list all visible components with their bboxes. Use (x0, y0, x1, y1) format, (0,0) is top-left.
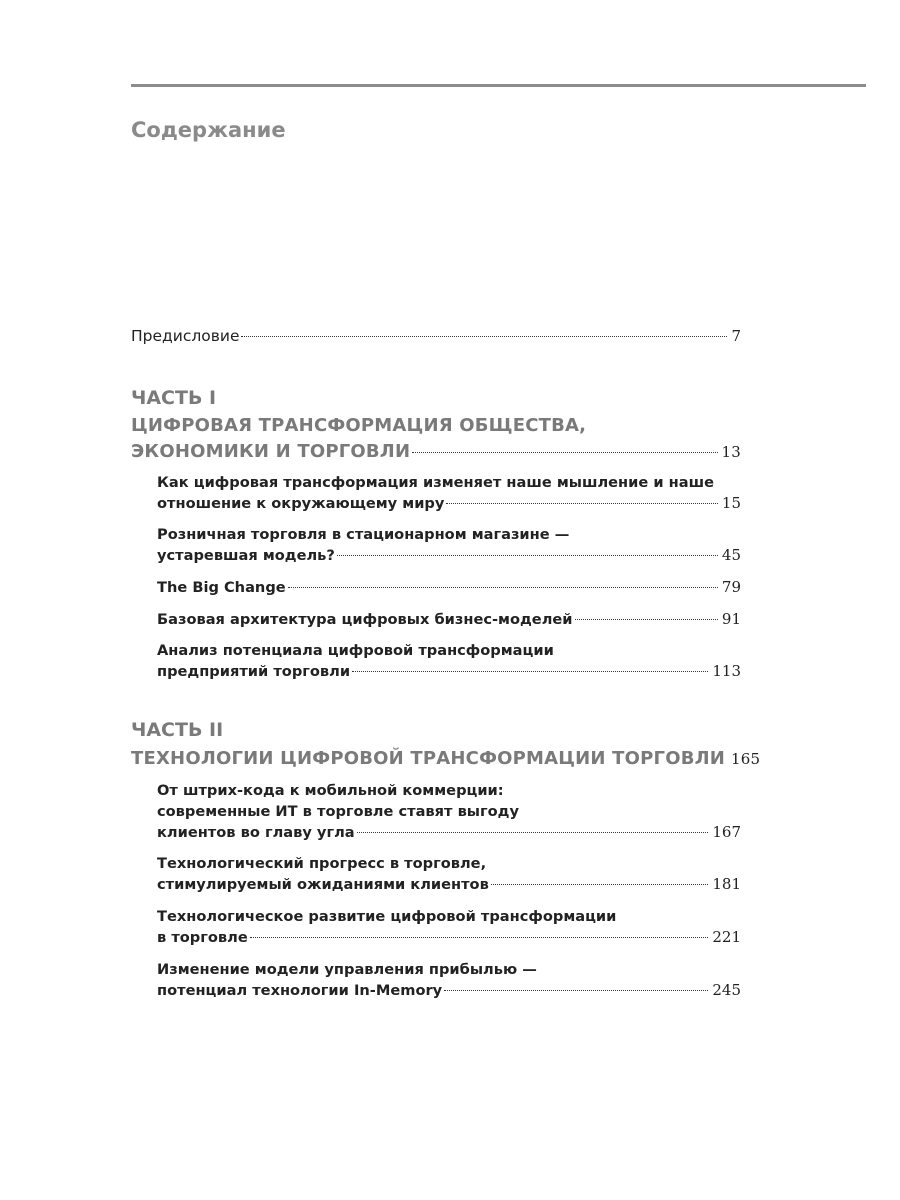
toc-line (157, 545, 741, 566)
toc-line (131, 746, 761, 772)
toc-line (157, 577, 741, 598)
toc-entry-chapter[interactable] (157, 524, 741, 566)
part-title-line: ЭКОНОМИКИ И ТОРГОВЛИ (131, 441, 411, 462)
page-number: 113 (712, 662, 741, 680)
page-number: 45 (721, 546, 741, 564)
toc-line (157, 927, 741, 948)
page-number: 79 (721, 578, 741, 596)
dot-leader (444, 990, 708, 991)
part-title-line: ЦИФРОВАЯ ТРАНСФОРМАЦИЯ ОБЩЕСТВА, (131, 415, 587, 436)
dot-leader (446, 503, 718, 504)
chapter-title-line: клиентов во главу угла (157, 824, 355, 841)
page-title: Содержание (131, 118, 286, 142)
toc-entry-chapter[interactable] (157, 640, 741, 682)
chapter-title-line: Как цифровая трансформация изменяет наше мышление и наше (157, 474, 714, 491)
chapter-title-line: предприятий торговли (157, 663, 351, 680)
toc-entry-part-2[interactable] (131, 746, 761, 772)
chapter-title-line: Технологический прогресс в торговле, (157, 855, 487, 872)
chapter-title-line: Изменение модели управления прибылью — (157, 961, 537, 978)
page-number: 181 (712, 875, 741, 893)
page-number: 221 (712, 928, 741, 946)
chapter-title-line: Розничная торговля в стационарном магазине — (157, 526, 570, 543)
toc-entry-chapter[interactable] (157, 853, 741, 895)
toc-line (157, 822, 741, 843)
dot-leader (412, 452, 717, 453)
page-number: 15 (721, 494, 741, 512)
toc-line (131, 326, 741, 347)
toc-line (157, 874, 741, 895)
toc-line (157, 661, 741, 682)
toc-line (157, 493, 741, 514)
toc-entry-chapter[interactable] (157, 780, 741, 843)
dot-leader (352, 671, 708, 672)
toc-line (131, 439, 741, 465)
chapter-title-line: От штрих-кода к мобильной коммерции: (157, 782, 504, 799)
top-rule (131, 84, 866, 87)
dot-leader (241, 336, 727, 337)
chapter-title-line: отношение к окружающему миру (157, 495, 445, 512)
dot-leader (288, 587, 718, 588)
page-number: 91 (721, 610, 741, 628)
toc-entry-title: Предисловие (131, 327, 240, 345)
dot-leader (491, 884, 709, 885)
part-label: ЧАСТЬ II (131, 719, 224, 741)
toc-entry-preface[interactable] (131, 326, 741, 347)
chapter-title-line: устаревшая модель? (157, 547, 335, 564)
toc-entry-chapter[interactable] (157, 959, 741, 1001)
toc-entry-chapter[interactable] (157, 577, 741, 598)
page-number: 7 (731, 327, 741, 345)
toc-line (157, 609, 741, 630)
chapter-title-line: стимулируемый ожиданиями клиентов (157, 876, 489, 893)
page-number: 167 (712, 823, 741, 841)
dot-leader (250, 937, 709, 938)
chapter-title-line: в торговле (157, 929, 248, 946)
dot-leader (337, 555, 718, 556)
part-label: ЧАСТЬ I (131, 387, 217, 409)
toc-entry-chapter[interactable] (157, 906, 741, 948)
dot-leader (357, 832, 709, 833)
chapter-title-line: потенциал технологии In-Memory (157, 982, 443, 999)
dot-leader (575, 619, 718, 620)
chapter-title-line: Базовая архитектура цифровых бизнес-моделей (157, 611, 573, 628)
chapter-title-line: современные ИТ в торговле ставят выгоду (157, 803, 519, 820)
toc-entry-part-1[interactable] (131, 413, 741, 465)
page-number: 245 (712, 981, 741, 999)
page-number: 165 (731, 750, 761, 768)
chapter-title-line: The Big Change (157, 579, 286, 596)
toc-line (157, 980, 741, 1001)
page-number: 13 (721, 443, 741, 461)
part-title-line: ТЕХНОЛОГИИ ЦИФРОВОЙ ТРАНСФОРМАЦИИ ТОРГОВЛИ (131, 748, 726, 769)
chapter-title-line: Технологическое развитие цифровой трансформации (157, 908, 617, 925)
toc-entry-chapter[interactable] (157, 609, 741, 630)
toc-entry-chapter[interactable] (157, 472, 741, 514)
chapter-title-line: Анализ потенциала цифровой трансформации (157, 642, 554, 659)
